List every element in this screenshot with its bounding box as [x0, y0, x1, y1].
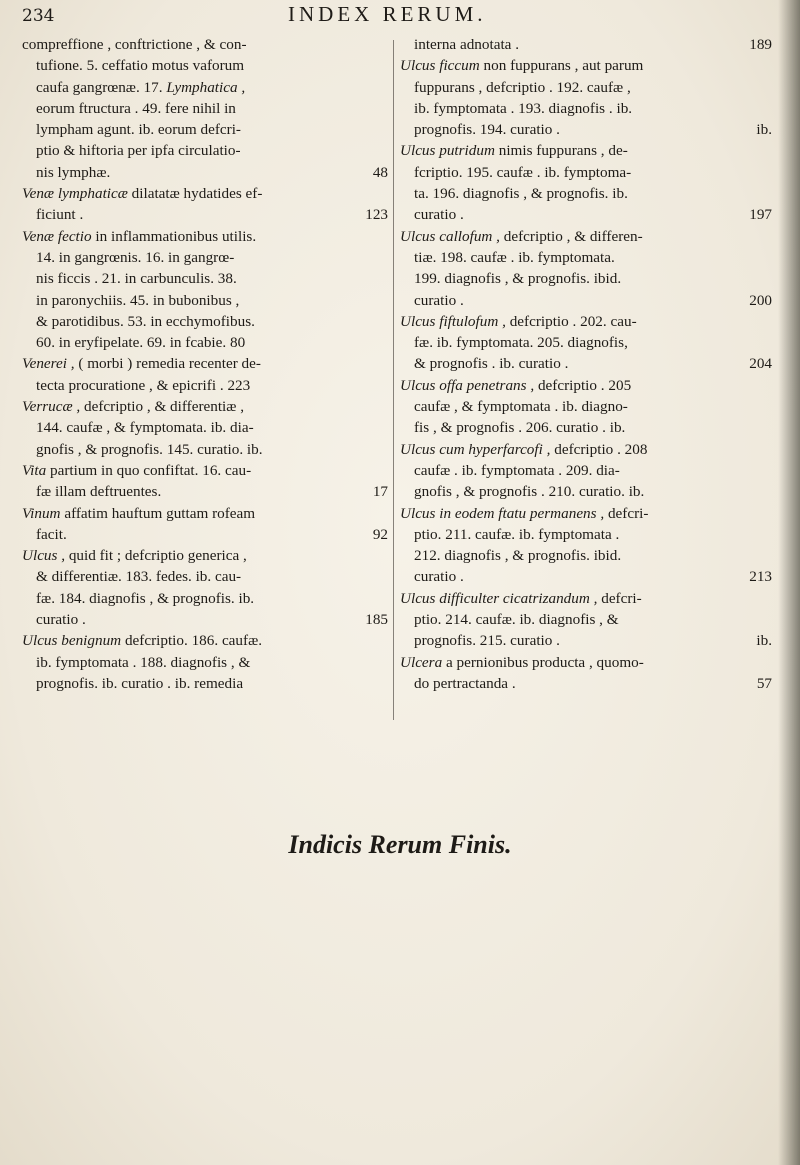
index-text: nis lymphæ.: [36, 163, 111, 181]
index-text: ptio. 214. caufæ. ib. diagnofis , &: [414, 611, 619, 629]
index-line: [400, 396, 772, 417]
index-line: [22, 524, 388, 545]
index-text: fis , & prognofis . 206. curatio . ib.: [414, 419, 626, 437]
index-text: a pernionibus producta , quomo-: [442, 653, 644, 671]
index-term: Vita: [22, 461, 47, 479]
index-text: gnofis , & prognofis. 145. curatio. ib.: [36, 440, 263, 458]
page-reference: 213: [749, 568, 772, 586]
index-text: lympham agunt. ib. eorum defcri-: [36, 121, 241, 139]
index-line: [22, 417, 388, 438]
index-text: ptio. 211. caufæ. ib. fymptomata .: [414, 525, 620, 543]
index-text: & parotidibus. 53. in ecchymofibus.: [36, 312, 255, 330]
index-line: [400, 588, 772, 609]
index-line: [22, 375, 388, 396]
index-text: interna adnotata .: [414, 36, 519, 53]
page-reference: 200: [749, 291, 772, 309]
page-reference: 92: [372, 525, 388, 543]
index-line: [400, 247, 772, 268]
index-line: [400, 417, 772, 438]
index-text: 144. caufæ , & fymptomata. ib. dia-: [36, 419, 254, 437]
index-line: [400, 268, 772, 289]
index-line: [22, 332, 388, 353]
index-line: [400, 140, 772, 161]
index-term: Verrucæ ,: [22, 398, 81, 416]
index-term: Venæ lymphaticæ: [22, 185, 128, 203]
index-term: Venæ fectio: [22, 227, 92, 245]
index-line: [400, 183, 772, 204]
index-text: gnofis , & prognofis . 210. curatio. ib.: [414, 483, 645, 501]
index-line: [22, 439, 388, 460]
page-number: 234: [22, 6, 55, 26]
index-line: [22, 226, 388, 247]
index-line: [400, 673, 772, 694]
index-line: [400, 460, 772, 481]
index-line: [400, 439, 772, 460]
index-term: Ulcus ficcum: [400, 57, 480, 75]
index-text: defcriptio. 186. caufæ.: [121, 632, 263, 650]
index-text: fæ illam deftruentes.: [36, 483, 162, 501]
index-line: [400, 481, 772, 502]
index-line: [22, 566, 388, 587]
page-reference: 197: [749, 206, 772, 224]
page-reference: 189: [749, 36, 772, 53]
index-line: [400, 332, 772, 353]
index-text: defcriptio . 208: [550, 440, 648, 458]
index-text: tecta procuratione , & epicrifi . 223: [36, 376, 251, 394]
index-line: [22, 673, 388, 694]
index-line: [22, 204, 388, 225]
index-text: ib. fymptomata . 193. diagnofis . ib.: [414, 99, 633, 117]
index-line: [400, 566, 772, 587]
index-text: dilatatæ hydatides ef-: [127, 185, 263, 203]
page-edge-shadow: [778, 0, 800, 1165]
index-line: [400, 226, 772, 247]
index-text: do pertractanda .: [414, 674, 516, 692]
index-line: [22, 652, 388, 673]
index-text: fæ. ib. fymptomata. 205. diagnofis,: [414, 334, 628, 352]
index-line: [400, 609, 772, 630]
index-text: prognofis. ib. curatio . ib. remedia: [36, 674, 244, 692]
index-text: partium in quo confiftat. 16. cau-: [46, 461, 252, 479]
index-text: caufæ . ib. fymptomata . 209. dia-: [414, 461, 620, 479]
column-divider: [393, 40, 394, 720]
index-text: nimis fuppurans , de-: [494, 142, 628, 160]
index-text: fæ. 184. diagnofis , & prognofis. ib.: [36, 589, 255, 607]
index-column-right: [400, 34, 772, 694]
index-text: compreffione , conftrictione , & con-: [22, 36, 247, 53]
index-term: Ulcus fiftulofum ,: [400, 312, 506, 330]
index-text: in inflammationibus utilis.: [91, 227, 257, 245]
index-line: [22, 162, 388, 183]
index-text: 199. diagnofis , & prognofis. ibid.: [414, 270, 622, 288]
index-line: [22, 98, 388, 119]
index-line: [22, 183, 388, 204]
index-text: facit.: [36, 525, 67, 543]
index-line: [22, 481, 388, 502]
page-reference: 204: [749, 355, 772, 373]
index-text: & differentiæ. 183. fedes. ib. cau-: [36, 568, 242, 586]
index-line: [22, 460, 388, 481]
index-text: curatio .: [414, 206, 464, 224]
index-text: non fuppurans , aut parum: [479, 57, 644, 75]
index-line: [400, 55, 772, 76]
index-text: curatio .: [414, 568, 464, 586]
index-term: Vinum: [22, 504, 61, 522]
index-line: [400, 545, 772, 566]
index-line: [400, 524, 772, 545]
index-end-note: Indicis Rerum Finis.: [288, 830, 512, 859]
page-reference: 123: [365, 206, 388, 224]
index-line: [400, 119, 772, 140]
index-line: [400, 77, 772, 98]
index-line: [22, 609, 388, 630]
index-text: eorum ftructura . 49. fere nihil in: [36, 99, 236, 117]
index-text: curatio .: [36, 611, 86, 629]
index-text: prognofis. 215. curatio .: [414, 632, 560, 650]
page-reference: 185: [365, 611, 388, 629]
index-line: [22, 34, 388, 55]
running-title: INDEX RERUM.: [288, 2, 487, 26]
index-line: [22, 268, 388, 289]
index-text: defcri-: [597, 589, 642, 607]
index-line: [22, 311, 388, 332]
index-text: defcriptio . 205: [534, 376, 632, 394]
index-text: 14. in gangrœnis. 16. in gangrœ-: [36, 248, 235, 266]
index-term: Ulcus benignum: [22, 632, 122, 650]
index-term: Ulcus callofum ,: [400, 227, 500, 245]
index-text: fcriptio. 195. caufæ . ib. fymptoma-: [414, 163, 632, 181]
index-line: [400, 162, 772, 183]
index-text: ptio & hiftoria per ipfa circulatio-: [36, 142, 241, 160]
index-text: in paronychiis. 45. in bubonibus ,: [36, 291, 240, 309]
index-text: fuppurans , defcriptio . 192. caufæ ,: [414, 78, 631, 96]
index-line: [22, 55, 388, 76]
index-term: Ulcus offa penetrans ,: [400, 376, 535, 394]
index-text: caufa gangrœnæ. 17.: [36, 78, 167, 96]
index-text: nis ficcis . 21. in carbunculis. 38.: [36, 270, 237, 288]
index-line: [22, 77, 388, 98]
index-line: [22, 396, 388, 417]
index-term: Ulcera: [400, 653, 443, 671]
index-term: Venerei ,: [22, 355, 75, 373]
index-text: tiæ. 198. caufæ . ib. fymptomata.: [414, 248, 615, 266]
index-term: Lymphatica ,: [166, 78, 246, 96]
index-text: quid fit ; defcriptio generica ,: [65, 547, 247, 565]
index-text: curatio .: [414, 291, 464, 309]
index-line: [22, 503, 388, 524]
index-text: ficiunt .: [36, 206, 84, 224]
page-reference: 48: [372, 163, 388, 181]
index-text: 212. diagnofis , & prognofis. ibid.: [414, 547, 622, 565]
index-line: [400, 290, 772, 311]
index-line: [400, 353, 772, 374]
index-term: Ulcus cum hyperfarcofi ,: [400, 440, 551, 458]
index-line: [400, 375, 772, 396]
index-line: [400, 98, 772, 119]
index-term: Ulcus ,: [22, 547, 66, 565]
page-reference: ib.: [756, 632, 772, 650]
index-line: [400, 34, 772, 55]
index-line: [400, 503, 772, 524]
index-text: ta. 196. diagnofis , & prognofis. ib.: [414, 185, 628, 203]
index-text: defcriptio , & differentiæ ,: [80, 398, 245, 416]
index-line: [22, 140, 388, 161]
index-term: Ulcus in eodem ftatu permanens ,: [400, 504, 605, 522]
page-reference: 17: [372, 483, 388, 501]
index-text: caufæ , & fymptomata . ib. diagno-: [414, 398, 628, 416]
index-text: affatim hauftum guttam rofeam: [60, 504, 256, 522]
index-line: [22, 247, 388, 268]
index-text: prognofis. 194. curatio .: [414, 121, 560, 139]
index-term: Ulcus putridum: [400, 142, 495, 160]
index-column-left: [22, 34, 388, 694]
index-line: [22, 290, 388, 311]
index-text: & prognofis . ib. curatio .: [414, 355, 569, 373]
index-text: 60. in eryfipelate. 69. in fcabie. 80: [36, 334, 246, 352]
index-line: [22, 588, 388, 609]
index-text: defcriptio , & differen-: [499, 227, 643, 245]
index-line: [22, 353, 388, 374]
index-text: defcriptio . 202. cau-: [505, 312, 637, 330]
index-line: [22, 119, 388, 140]
page-header: [22, 2, 782, 36]
page-reference: 57: [756, 674, 772, 692]
page-reference: ib.: [756, 121, 772, 139]
index-line: [400, 204, 772, 225]
index-text: ( morbi ) remedia recenter de-: [74, 355, 261, 373]
index-text: ib. fymptomata . 188. diagnofis , &: [36, 653, 251, 671]
index-text: tufione. 5. ceffatio motus vaforum: [36, 57, 245, 75]
index-line: [400, 630, 772, 651]
index-term: Ulcus difficulter cicatrizandum ,: [400, 589, 598, 607]
index-line: [22, 630, 388, 651]
index-line: [400, 652, 772, 673]
index-line: [22, 545, 388, 566]
index-text: defcri-: [604, 504, 649, 522]
index-line: [400, 311, 772, 332]
